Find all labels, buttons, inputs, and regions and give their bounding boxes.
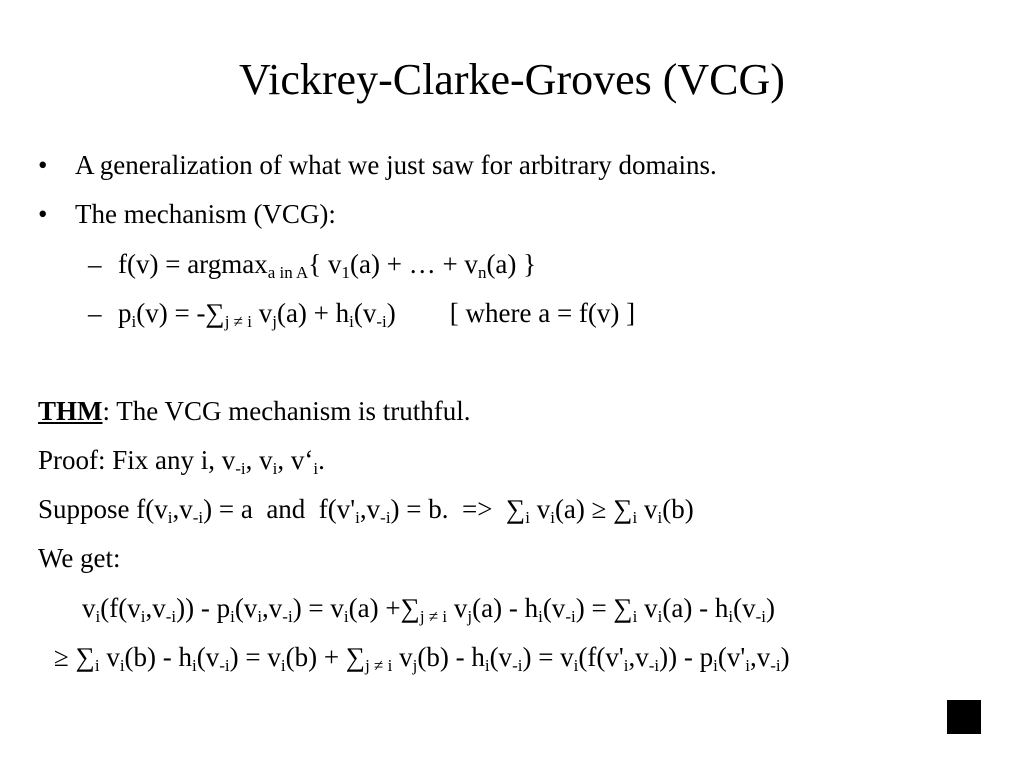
formula-text: ) [780,642,790,672]
subscript: i [343,607,349,626]
formula-text: { v [308,249,342,279]
formula-text: (v) = -∑ [136,298,225,328]
formula-text: ) = a and f(v' [203,494,356,524]
subscript: j ≠ i [419,607,448,626]
formula-text: ,v [359,494,381,524]
subscript: i [525,508,530,527]
formula-text: (b) [662,494,694,524]
formula-text: (a) ≥ ∑ [554,494,633,524]
formula-text: , v‘ [277,445,314,475]
formula-text: f(v) = argmax [118,249,268,279]
formula-text: (v [234,593,258,623]
formula-text: v [99,642,120,672]
formula-text: )) - p [659,642,714,672]
formula-text: (v [733,593,756,623]
formula-text: ,v [628,642,649,672]
subscript: i [167,508,173,527]
subscript: i [484,656,490,675]
formula-text: ) = ∑ [575,593,633,623]
bullet-text: The mechanism (VCG): [75,199,336,229]
bullet-marker: • [38,199,48,229]
bullet-text: A generalization of what we just saw for arbitrary domains. [75,150,717,180]
subscript: i [119,656,125,675]
subscript: -i [282,607,293,626]
subscript: -i [235,459,246,478]
formula-text: (v [353,298,377,328]
subscript: i [538,607,543,626]
proof-line-suppose [38,492,694,526]
formula-text: (v' [717,642,746,672]
subscript: -i [219,656,230,675]
formula-text: v [447,593,468,623]
subscript: i [657,607,663,626]
subscript: i [657,508,663,527]
theorem-label: THM [38,396,103,426]
subscript: -i [512,656,523,675]
subscript: i [745,656,750,675]
subscript: i [131,312,137,331]
subscript: i [632,508,638,527]
formula-text: v [637,494,658,524]
formula-text: . [318,445,325,475]
subscript: -i [165,607,177,626]
proof-equation-1 [82,591,775,625]
formula-text: )) - p [176,593,231,623]
formula-text: ) = b. => ∑ [390,494,526,524]
formula-text: ,v [749,642,771,672]
formula-payment [118,296,635,330]
subscript: -i [755,607,766,626]
subscript: i [573,656,579,675]
bullet-1 [38,148,717,182]
subscript: n [477,263,487,282]
formula-text: (f(v [100,593,141,623]
formula-text: We get: [38,543,121,573]
proof-line-fix [38,443,325,477]
subscript: i [550,508,555,527]
formula-text: v [637,593,658,623]
theorem-line [38,394,470,428]
proof-line-we-get [38,541,121,575]
subscript: j ≠ i [224,312,252,331]
theorem-text: : The VCG mechanism is truthful. [102,396,471,426]
proof-equation-2 [54,640,790,674]
subscript: i [355,508,360,527]
subscript: i [230,607,235,626]
subscript: j [467,607,473,626]
subscript: i [192,656,197,675]
formula-text: (b) + ∑ [285,642,366,672]
formula-text: (v [196,642,220,672]
formula-text: v [529,494,551,524]
formula-text: (v [489,642,513,672]
formula-text: ,v [172,494,193,524]
formula-allocation [118,247,536,281]
bullet-2 [38,197,336,231]
formula-text: v [82,593,96,623]
formula-text: ,v [145,593,166,623]
formula-text: ) = v [522,642,574,672]
subscript: j [272,312,277,331]
subscript: i [713,656,718,675]
formula-text: ) [765,593,775,623]
subscript: -i [565,607,576,626]
formula-text: (b) - h [124,642,193,672]
formula-text: v [392,642,413,672]
end-of-proof-square [947,700,981,734]
slide-title: Vickrey-Clarke-Groves (VCG) [239,55,785,104]
formula-text: (v [542,593,566,623]
subbullet-allocation [88,247,537,282]
formula-text: , v [245,445,273,475]
subscript: 1 [341,263,351,282]
subscript: -i [192,508,204,527]
formula-text: (a) - h [472,593,539,623]
formula-text: ) = v [229,642,281,672]
formula-text: (a) } [486,249,537,279]
formula-text: (f(v' [578,642,624,672]
subscript: i [272,459,278,478]
subscript: i [280,656,286,675]
formula-text: Proof: Fix any i, v [38,445,236,475]
formula-text: ≥ ∑ [54,642,95,672]
bullet-marker: • [38,150,48,180]
formula-text: v [251,298,273,328]
formula-text: (a) + h [276,298,350,328]
subscript: i [95,607,101,626]
subscript: i [728,607,734,626]
subscript: i [140,607,146,626]
subscript: i [313,459,319,478]
subscript: i [623,656,629,675]
formula-text: (a) - h [662,593,729,623]
subscript: j ≠ i [365,656,393,675]
formula-text: (a) +∑ [348,593,420,623]
subscript: i [349,312,354,331]
formula-text: (a) + … + v [350,249,478,279]
formula-text: p [118,298,132,328]
subbullet-marker: – [88,298,102,328]
subscript: -i [648,656,660,675]
subscript: j [412,656,418,675]
subscript: a in A [267,263,309,282]
formula-text: (b) - h [417,642,485,672]
formula-text: ) = v [292,593,344,623]
subbullet-marker: – [88,249,102,279]
subscript: -i [380,508,391,527]
formula-text: Suppose f(v [38,494,168,524]
subscript: i [632,607,638,626]
formula-text: ) [ where a = f(v) ] [386,298,636,328]
subscript: i [94,656,100,675]
subscript: -i [770,656,781,675]
formula-text: ,v [262,593,283,623]
subscript: -i [376,312,387,331]
subscript: i [257,607,263,626]
